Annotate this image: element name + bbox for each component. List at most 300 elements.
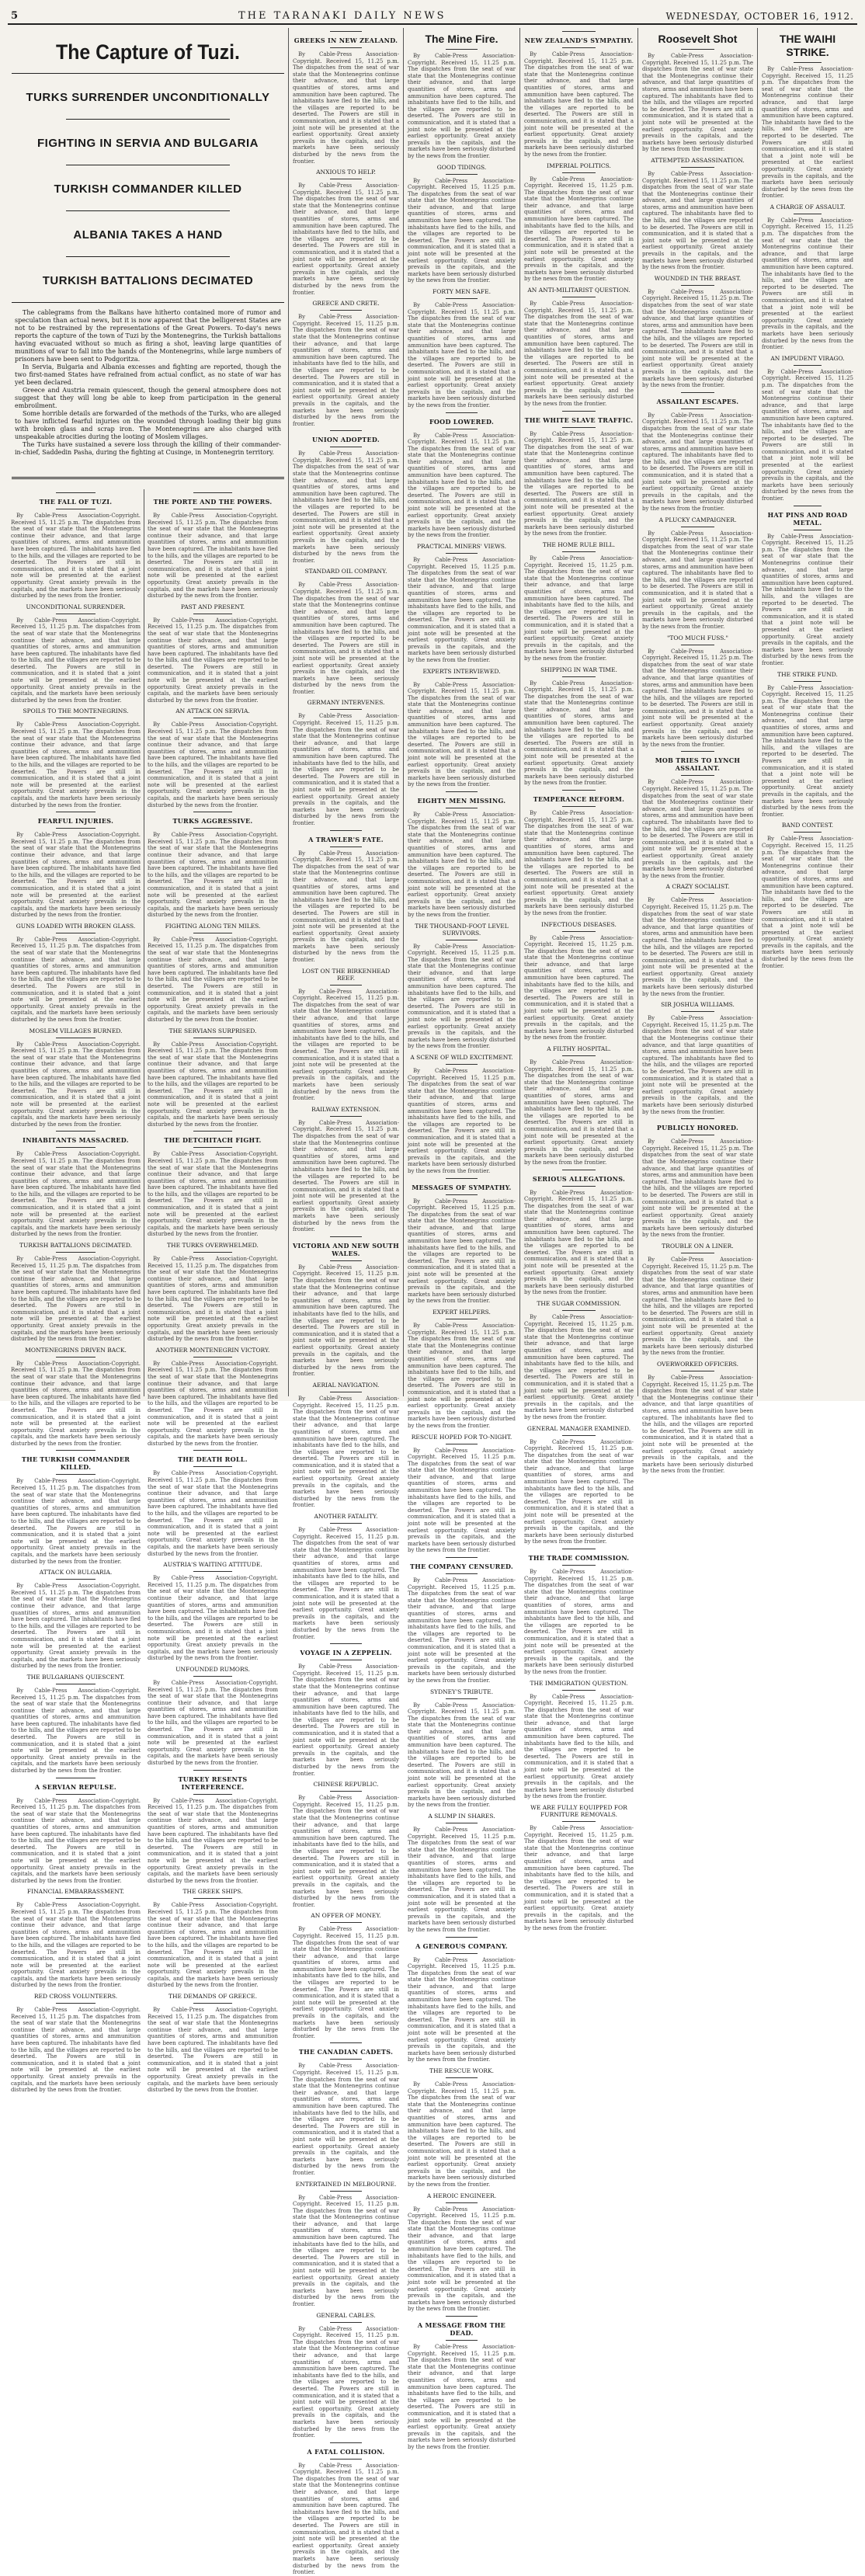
article-heading: SHIPPING IN WAR TIME. [540,666,617,673]
divider [330,310,362,311]
article-title: THE WAIHI STRIKE. [779,33,836,58]
divider [562,806,595,807]
article-body: By Cable-Press Association-Copyright. Received 15, 11.25 p.m. The dispatches from the seat of war state that the Montenegrins continue their advance, and that large quantities of stores, arms and ammunition have been captured. The inhabitants have fled to the hills, and the villages are reported to be deserted. The Powers are still in communication, and it is stated that a joint note will be presented at the earliest opportunity. Great anxiety prevails in the capitals, and the markets have been seriously disturbed by the news from the frontier. [524,1059,634,1166]
article-heading: MOSLEM VILLAGES BURNED. [29,1027,123,1034]
divider [446,298,478,299]
article-body: By Cable-Press Association-Copyright. Received 15, 11.25 p.m. The dispatches from the seat of war state that the Montenegrins continue their advance, and that large quantities of stores, arms and ammunition have been captured. The inhabitants have fled to the hills, and the villages are reported to be deserted. The Powers are still in communication, and it is stated that a joint note will be presented at the earliest opportunity. Great anxiety prevails in the capitals, and the markets have been seriously disturbed by the news from the frontier. [642,1257,753,1357]
article-body: By Cable-Press Association-Copyright. Received 15, 11.25 p.m. The dispatches from the seat of war state that the Montenegrins continue their advance, and that large quantities of stores, arms and ammunition have been captured. The inhabitants have fled to the hills, and the villages are reported to be deserted. The Powers are still in communication, and it is stated that a joint note will be presented at the earliest opportunity. Great anxiety prevails in the capitals, and the markets have been seriously disturbed by the news from the frontier. [762,66,853,200]
article-body: By Cable-Press Association-Copyright. Received 15, 11.25 p.m. The dispatches from the seat of war state that the Montenegrins continue their advance, and that large quantities of stores, arms and ammunition have been captured. The inhabitants have fled to the hills, and the villages are reported to be deserted. The Powers are still in communication, and it is stated that a joint note will be presented at the earliest opportunity. Great anxiety prevails in the capitals, and the markets have been seriously disturbed by the news from the frontier. [11,1041,141,1128]
column-3 [404,28,520,2450]
article-heading: THE SUGAR COMMISSION. [537,1300,621,1307]
divider [193,1898,232,1899]
article-body: By Cable-Press Association-Copyright. Received 15, 11.25 p.m. The dispatches from the seat of war state that the Montenegrins continue their advance, and that large quantities of stores, arms and ammunition have been captured. The inhabitants have fled to the hills, and the villages are reported to be deserted. The Powers are still in communication, and it is stated that a joint note will be presented at the earliest opportunity. Great anxiety prevails in the capitals, and the markets have been seriously disturbed by the news from the frontier. [408,1956,516,2063]
divider [562,47,595,48]
article-heading: TURKISH BATTALIONS DECIMATED. [19,1242,132,1250]
article-heading: ANOTHER MONTENEGRIN VICTORY. [155,1346,270,1354]
article-heading: AN OFFER OF MONEY. [311,1912,381,1920]
article-body: By Cable-Press Association-Copyright. Received 15, 11.25 p.m. The dispatches from the seat of war state that the Montenegrins continue their advance, and that large quantities of stores, arms and ammunition have been captured. The inhabitants have fled to the hills, and the villages are reported to be deserted. The Powers are still in communication, and it is stated that a joint note will be presented at the earliest opportunity. Great anxiety prevails in the capitals, and the markets have been seriously disturbed by the news from the frontier. [642,897,753,997]
article-heading: FORTY MEN SAFE. [432,288,491,295]
article-heading: GENERAL CABLES. [316,2311,376,2319]
article-body: By Cable-Press Association-Copyright. Received 15, 11.25 p.m. The dispatches from the seat of war state that the Montenegrins continue their advance, and that large quantities of stores, arms and ammunition have been captured. The inhabitants have fled to the hills, and the villages are reported to be deserted. The Powers are still in communication, and it is stated that a joint note will be presented at the earliest opportunity. Great anxiety prevails in the capitals, and the markets have been seriously disturbed by the news from the frontier. [293,1926,399,2039]
article-body: By Cable-Press Association-Copyright. Received 15, 11.25 p.m. The dispatches from the seat of war state that the Montenegrins continue their advance, and that large quantities of stores, arms and ammunition have been captured. The inhabitants have fled to the hills, and the villages are reported to be deserted. The Powers are still in communication, and it is stated that a joint note will be presented at the earliest opportunity. Great anxiety prevails in the capitals, and the markets have been seriously disturbed by the news from the frontier. [408,1577,516,1684]
article-body: By Cable-Press Association-Copyright. Received 15, 11.25 p.m. The dispatches from the seat of war state that the Montenegrins continue their advance, and that large quantities of stores, arms and ammunition have been captured. The inhabitants have fled to the hills, and the villages are reported to be deserted. The Powers are still in communication, and it is stated that a joint note will be presented at the earliest opportunity. Great anxiety prevails in the capitals, and the markets have been seriously disturbed by the news from the frontier. [293,183,399,296]
article-heading: A SLUMP IN SHARES. [428,1813,495,1820]
article-heading: SPOILS TO THE MONTENEGRINS. [23,707,129,715]
article-body: By Cable-Press Association-Copyright. Received 15, 11.25 p.m. The dispatches from the seat of war state that the Montenegrins continue their advance, and that large quantities of stores, arms and ammunition have been captured. The inhabitants have fled to the hills, and the villages are reported to be deserted. The Powers are still in communication, and it is stated that a joint note will be presented at the earliest opportunity. Great anxiety prevails in the capitals, and the markets have been seriously disturbed by the news from the frontier. [408,2206,516,2313]
divider [681,49,714,50]
article-body: By Cable-Press Association-Copyright. Received 15, 11.25 p.m. The dispatches from the seat of war state that the Montenegrins continue their advance, and that large quantities of stores, arms and ammunition have been captured. The inhabitants have fled to the hills, and the villages are reported to be deserted. The Powers are still in communication, and it is stated that a joint note will be presented at the earliest opportunity. Great anxiety prevails in the capitals, and the markets have been seriously disturbed by the news from the frontier. [11,513,141,600]
article-heading: IMPERIAL POLITICS. [547,162,611,169]
article-body: By Cable-Press Association-Copyright. Received 15, 11.25 p.m. The dispatches from the seat of war state that the Montenegrins continue their advance, and that large quantities of stores, arms and ammunition have been captured. The inhabitants have fled to the hills, and the villages are reported to be deserted. The Powers are still in communication, and it is stated that a joint note will be presented at the earliest opportunity. Great anxiety prevails in the capitals, and the markets have been seriously disturbed by the news from the frontier. [762,836,853,969]
article-body: By Cable-Press Association-Copyright. Received 15, 11.25 p.m. The dispatches from the seat of war state that the Montenegrins continue their advance, and that large quantities of stores, arms and ammunition have been captured. The inhabitants have fled to the hills, and the villages are reported to be deserted. The Powers are still in communication, and it is stated that a joint note will be presented at the earliest opportunity. Great anxiety prevails in the capitals, and the markets have been seriously disturbed by the news from the frontier. [408,177,516,284]
divider [562,1310,595,1311]
divider [56,828,95,829]
columns-area [8,28,857,2576]
article-body: By Cable-Press Association-Copyright. Received 15, 11.25 p.m. The dispatches from the seat of war state that the Montenegrins continue their advance, and that large quantities of stores, arms and ammunition have been captured. The inhabitants have fled to the hills, and the villages are reported to be deserted. The Powers are still in communication, and it is stated that a joint note will be presented at the earliest opportunity. Great anxiety prevails in the capitals, and the markets have been seriously disturbed by the news from the frontier. [762,368,853,502]
article-body: By Cable-Press Association-Copyright. Received 15, 11.25 p.m. The dispatches from the seat of war state that the Montenegrins continue their advance, and that large quantities of stores, arms and ammunition have been captured. The inhabitants have fled to the hills, and the villages are reported to be deserted. The Powers are still in communication, and it is stated that a joint note will be presented at the earliest opportunity. Great anxiety prevails in the capitals, and the markets have been seriously disturbed by the news from the frontier. [293,1663,399,1777]
divider [446,2202,478,2203]
article-body: By Cable-Press Association-Copyright. Received 15, 11.25 p.m. The dispatches from the seat of war state that the Montenegrins continue their advance, and that large quantities of stores, arms and ammunition have been captured. The inhabitants have fled to the hills, and the villages are reported to be deserted. The Powers are still in communication, and it is stated that a joint note will be presented at the earliest opportunity. Great anxiety prevails in the capitals, and the markets have been seriously disturbed by the news from the frontier. [762,217,853,351]
article-title: The Mine Fire. [425,33,499,45]
lead-paragraph: The Turks have sustained a severe loss through the killing of their commander-in-chief, Saddedin Pasha, during the fighting at Cusinge, in Montenegrin territory. [15,441,281,456]
lead-headline: FIGHTING IN SERVIA AND BULGARIA [37,137,259,150]
article-body: By Cable-Press Association-Copyright. Received 15, 11.25 p.m. The dispatches from the seat of war state that the Montenegrins continue their advance, and that large quantities of stores, arms and ammunition have been captured. The inhabitants have fled to the hills, and the villages are reported to be deserted. The Powers are still in communication, and it is stated that a joint note will be presented at the earliest opportunity. Great anxiety prevails in the capitals, and the markets have been seriously disturbed by the news from the frontier. [293,1395,399,1509]
article-heading: GENERAL MANAGER EXAMINED. [526,1424,631,1432]
article-heading: RESCUE HOPED FOR TO-NIGHT. [411,1433,512,1441]
article-body: By Cable-Press Association-Copyright. Received 15, 11.25 p.m. The dispatches from the seat of war state that the Montenegrins continue their advance, and that large quantities of stores, arms and ammunition have been captured. The inhabitants have fled to the hills, and the villages are reported to be deserted. The Powers are still in communication, and it is stated that a joint note will be presented at the earliest opportunity. Great anxiety prevails in the capitals, and the markets have been seriously disturbed by the news from the frontier. [148,1797,278,1884]
article-heading: WOUNDED IN THE BREAST. [654,274,742,282]
article-heading: HAT PINS AND ROAD METAL. [767,510,848,527]
article-heading: TROUBLE ON A LINER. [662,1243,734,1250]
article-heading: PUBLICLY HONORED. [656,1124,739,1132]
divider [193,1147,232,1148]
article-heading: ANXIOUS TO HELP. [316,169,376,176]
divider [446,1178,478,1179]
article-body: By Cable-Press Association-Copyright. Received 15, 11.25 p.m. The dispatches from the seat of war state that the Montenegrins continue their advance, and that large quantities of stores, arms and ammunition have been captured. The inhabitants have fled to the hills, and the villages are reported to be deserted. The Powers are still in communication, and it is stated that a joint note will be presented at the earliest opportunity. Great anxiety prevails in the capitals, and the markets have been seriously disturbed by the news from the frontier. [293,1119,399,1233]
divider [56,2003,95,2004]
article-heading: THE GREEK SHIPS. [182,1888,243,1896]
divider [681,1011,714,1012]
divider [193,1794,232,1795]
article-body: By Cable-Press Association-Copyright. Received 15, 11.25 p.m. The dispatches from the seat of war state that the Montenegrins continue their advance, and that large quantities of stores, arms and ammunition have been captured. The inhabitants have fled to the hills, and the villages are reported to be deserted. The Powers are still in communication, and it is stated that a joint note will be presented at the earliest opportunity. Great anxiety prevails in the capitals, and the markets have been seriously disturbed by the news from the frontier. [148,1575,278,1662]
article-heading: PAST AND PRESENT. [180,603,245,610]
article-heading: INHABITANTS MASSACRED. [23,1136,129,1145]
divider [330,830,362,831]
divider [562,551,595,552]
article-heading: A PLUCKY CAMPAIGNER. [658,516,737,523]
article-body: By Cable-Press Association-Copyright. Received 15, 11.25 p.m. The dispatches from the seat of war state that the Montenegrins continue their advance, and that large quantities of stores, arms and ammunition have been captured. The inhabitants have fled to the hills, and the villages are reported to be deserted. The Powers are still in communication, and it is stated that a joint note will be presented at the earliest opportunity. Great anxiety prevails in the capitals, and the markets have been seriously disturbed by the news from the frontier. [293,1527,399,1640]
article-heading: GREEKS IN NEW ZEALAND. [294,37,398,44]
article-body: By Cable-Press Association-Copyright. Received 15, 11.25 p.m. The dispatches from the seat of war state that the Montenegrins continue their advance, and that large quantities of stores, arms and ammunition have been captured. The inhabitants have fled to the hills, and the villages are reported to be deserted. The Powers are still in communication, and it is stated that a joint note will be presented at the earliest opportunity. Great anxiety prevails in the capitals, and the markets have been seriously disturbed by the news from the frontier. [408,1198,516,1305]
article-body: By Cable-Press Association-Copyright. Received 15, 11.25 p.m. The dispatches from the seat of war state that the Montenegrins continue their advance, and that large quantities of stores, arms and ammunition have been captured. The inhabitants have fled to the hills, and the villages are reported to be deserted. The Powers are still in communication, and it is stated that a joint note will be presented at the earliest opportunity. Great anxiety prevails in the capitals, and the markets have been seriously disturbed by the news from the frontier. [148,1679,278,1767]
lead-title: The Capture of Tuzi. [56,40,240,64]
divider [562,31,595,32]
article-body: By Cable-Press Association-Copyright. Received 15, 11.25 p.m. The dispatches from the seat of war state that the Montenegrins continue their advance, and that large quantities of stores, arms and ammunition have been captured. The inhabitants have fled to the hills, and the villages are reported to be deserted. The Powers are still in communication, and it is stated that a joint note will be presented at the earliest opportunity. Great anxiety prevails in the capitals, and the markets have been seriously disturbed by the news from the frontier. [293,2194,399,2307]
article-heading: GOOD TIDINGS. [436,163,487,171]
article-body: By Cable-Press Association-Copyright. Received 15, 11.25 p.m. The dispatches from the seat of war state that the Montenegrins continue their advance, and that large quantities of stores, arms and ammunition have been captured. The inhabitants have fled to the hills, and the villages are reported to be deserted. The Powers are still in communication, and it is stated that a joint note will be presented at the earliest opportunity. Great anxiety prevails in the capitals, and the markets have been seriously disturbed by the news from the frontier. [408,1068,516,1174]
article-heading: THE DETCHITACH FIGHT. [164,1136,262,1145]
divider [562,1055,595,1056]
article-body: By Cable-Press Association-Copyright. Received 15, 11.25 p.m. The dispatches from the seat of war state that the Montenegrins continue their advance, and that large quantities of stores, arms and ammunition have been captured. The inhabitants have fled to the hills, and the villages are reported to be deserted. The Powers are still in communication, and it is stated that a joint note will be presented at the earliest opportunity. Great anxiety prevails in the capitals, and the markets have been seriously disturbed by the news from the frontier. [148,1360,278,1447]
article-heading: THE THOUSAND-FOOT LEVEL SURVIVORS. [415,922,509,937]
divider [446,1573,478,1574]
article-body: By Cable-Press Association-Copyright. Received 15, 11.25 p.m. The dispatches from the seat of war state that the Montenegrins continue their advance, and that large quantities of stores, arms and ammunition have been captured. The inhabitants have fled to the hills, and the villages are reported to be deserted. The Powers are still in communication, and it is stated that a joint note will be presented at the earliest opportunity. Great anxiety prevails in the capitals, and the markets have been seriously disturbed by the news from the frontier. [148,1902,278,1989]
article-body: By Cable-Press Association-Copyright. Received 15, 11.25 p.m. The dispatches from the seat of war state that the Montenegrins continue their advance, and that large quantities of stores, arms and ammunition have been captured. The inhabitants have fled to the hills, and the villages are reported to be deserted. The Powers are still in communication, and it is stated that a joint note will be presented at the earliest opportunity. Great anxiety prevails in the capitals, and the markets have been seriously disturbed by the news from the frontier. [11,1797,141,1884]
divider [193,1252,232,1253]
article-heading: THE CANADIAN CADETS. [298,2048,394,2056]
article-heading: THE TRADE COMMISSION. [528,1554,630,1562]
article-body: By Cable-Press Association-Copyright. Received 15, 11.25 p.m. The dispatches from the seat of war state that the Montenegrins continue their advance, and that large quantities of stores, arms and ammunition have been captured. The inhabitants have fled to the hills, and the villages are reported to be deserted. The Powers are still in communication, and it is stated that a joint note will be presented at the earliest opportunity. Great anxiety prevails in the capitals, and the markets have been seriously disturbed by the news from the frontier. [524,1569,634,1675]
divider [330,31,362,32]
article-body: By Cable-Press Association-Copyright. Received 15, 11.25 p.m. The dispatches from the seat of war state that the Montenegrins continue their advance, and that large quantities of stores, arms and ammunition have been captured. The inhabitants have fled to the hills, and the villages are reported to be deserted. The Powers are still in communication, and it is stated that a joint note will be presented at the earliest opportunity. Great anxiety prevails in the capitals, and the markets have been seriously disturbed by the news from the frontier. [148,1151,278,1238]
article-heading: A GENEROUS COMPANY. [415,1942,508,1950]
divider [446,553,478,554]
divider [193,828,232,829]
divider [330,2042,362,2043]
article-heading: AN ANTI-MILITARIST QUESTION. [527,287,631,294]
article-body: By Cable-Press Association-Copyright. Received 15, 11.25 p.m. The dispatches from the seat of war state that the Montenegrins continue their advance, and that large quantities of stores, arms and ammunition have been captured. The inhabitants have fled to the hills, and the villages are reported to be deserted. The Powers are still in communication, and it is stated that a joint note will be presented at the earliest opportunity. Great anxiety prevails in the capitals, and the markets have been seriously disturbed by the news from the frontier. [11,1151,141,1238]
divider [794,365,821,366]
divider [330,578,362,579]
article-body: By Cable-Press Association-Copyright. Received 15, 11.25 p.m. The dispatches from the seat of war state that the Montenegrins continue their advance, and that large quantities of stores, arms and ammunition have been captured. The inhabitants have fled to the hills, and the villages are reported to be deserted. The Powers are still in communication, and it is stated that a joint note will be presented at the earliest opportunity. Great anxiety prevails in the capitals, and the markets have been seriously disturbed by the news from the frontier. [642,288,753,389]
article-body: By Cable-Press Association-Copyright. Received 15, 11.25 p.m. The dispatches from the seat of war state that the Montenegrins continue their advance, and that large quantities of stores, arms and ammunition have been captured. The inhabitants have fled to the hills, and the villages are reported to be deserted. The Powers are still in communication, and it is stated that a joint note will be presented at the earliest opportunity. Great anxiety prevails in the capitals, and the markets have been seriously disturbed by the news from the frontier. [148,617,278,704]
article-body: By Cable-Press Association-Copyright. Received 15, 11.25 p.m. The dispatches from the seat of war state that the Montenegrins continue their advance, and that large quantities of stores, arms and ammunition have been captured. The inhabitants have fled to the hills, and the villages are reported to be deserted. The Powers are still in communication, and it is stated that a joint note will be presented at the earliest opportunity. Great anxiety prevails in the capitals, and the markets have been seriously disturbed by the news from the frontier. [642,1139,753,1239]
article-body: By Cable-Press Association-Copyright. Received 15, 11.25 p.m. The dispatches from the seat of war state that the Montenegrins continue their advance, and that large quantities of stores, arms and ammunition have been captured. The inhabitants have fled to the hills, and the villages are reported to be deserted. The Powers are still in communication, and it is stated that a joint note will be presented at the earliest opportunity. Great anxiety prevails in the capitals, and the markets have been seriously disturbed by the news from the frontier. [11,1256,141,1343]
divider [446,412,478,413]
article-body: By Cable-Press Association-Copyright. Received 15, 11.25 p.m. The dispatches from the seat of war state that the Montenegrins continue their advance, and that large quantities of stores, arms and ammunition have been captured. The inhabitants have fled to the hills, and the villages are reported to be deserted. The Powers are still in communication, and it is stated that a joint note will be presented at the earliest opportunity. Great anxiety prevails in the capitals, and the markets have been seriously disturbed by the news from the frontier. [148,832,278,919]
article-heading: GREECE AND CRETE. [312,300,380,308]
article-body: By Cable-Press Association-Copyright. Received 15, 11.25 p.m. The dispatches from the seat of war state that the Montenegrins continue their advance, and that large quantities of stores, arms and ammunition have been captured. The inhabitants have fled to the hills, and the villages are reported to be deserted. The Powers are still in communication, and it is stated that a joint note will be presented at the earliest opportunity. Great anxiety prevails in the capitals, and the markets have been seriously disturbed by the news from the frontier. [524,1189,634,1296]
article-heading: TURKS AGGRESSIVE. [172,817,253,826]
divider [193,1131,232,1132]
article-heading: FOOD LOWERED. [429,417,495,426]
divider [330,1643,362,1644]
article-heading: A CHARGE OF ASSAULT. [769,203,846,210]
article-body: By Cable-Press Association-Copyright. Received 15, 11.25 p.m. The dispatches from the seat of war state that the Montenegrins continue their advance, and that large quantities of stores, arms and ammunition have been captured. The inhabitants have fled to the hills, and the villages are reported to be deserted. The Powers are still in communication, and it is stated that a joint note will be presented at the earliest opportunity. Great anxiety prevails in the capitals, and the markets have been seriously disturbed by the news from the frontier. [524,810,634,916]
lead-paragraph: Greece and Austria remain quiescent, though the general atmosphere does not suggest that they will long be able to keep from participation in the general embroilment. [15,387,281,409]
article-body: By Cable-Press Association-Copyright. Received 15, 11.25 p.m. The dispatches from the seat of war state that the Montenegrins continue their advance, and that large quantities of stores, arms and ammunition have been captured. The inhabitants have fled to the hills, and the villages are reported to be deserted. The Powers are still in communication, and it is stated that a joint note will be presented at the earliest opportunity. Great anxiety prevails in the capitals, and the markets have been seriously disturbed by the news from the frontier. [11,1687,141,1775]
divider [446,49,478,50]
article-body: By Cable-Press Association-Copyright. Received 15, 11.25 p.m. The dispatches from the seat of war state that the Montenegrins continue their advance, and that large quantities of stores, arms and ammunition have been captured. The inhabitants have fled to the hills, and the villages are reported to be deserted. The Powers are still in communication, and it is stated that a joint note will be presented at the earliest opportunity. Great anxiety prevails in the capitals, and the markets have been seriously disturbed by the news from the frontier. [11,2007,141,2094]
article-heading: UNFOUNDED RUMORS. [175,1665,250,1673]
article-heading: SIR JOSHUA WILLIAMS. [661,1001,735,1009]
article-heading: EIGHTY MEN MISSING. [417,797,506,805]
article-heading: SYDNEY'S TRIBUTE. [430,1688,493,1695]
lead-headline: TURKISH COMMANDER KILLED [54,183,242,196]
article-body: By Cable-Press Association-Copyright. Received 15, 11.25 p.m. The dispatches from the seat of war state that the Montenegrins continue their advance, and that large quantities of stores, arms and ammunition have been captured. The inhabitants have fled to the hills, and the villages are reported to be deserted. The Powers are still in communication, and it is stated that a joint note will be presented at the earliest opportunity. Great anxiety prevails in the capitals, and the markets have been seriously disturbed by the news from the frontier. [148,2007,278,2094]
divider [56,1794,95,1795]
divider [446,1953,478,1954]
article-title: Roosevelt Shot [658,33,738,45]
divider [562,427,595,428]
article-body: By Cable-Press Association-Copyright. Received 15, 11.25 p.m. The dispatches from the seat of war state that the Montenegrins continue their advance, and that large quantities of stores, arms and ammunition have been captured. The inhabitants have fled to the hills, and the villages are reported to be deserted. The Powers are still in communication, and it is stated that a joint note will be presented at the earliest opportunity. Great anxiety prevails in the capitals, and the markets have been seriously disturbed by the news from the frontier. [408,1447,516,1554]
paper-name: THE TARANAKI DAILY NEWS [238,10,446,22]
article-body: By Cable-Press Association-Copyright. Received 15, 11.25 p.m. The dispatches from the seat of war state that the Montenegrins continue their advance, and that large quantities of stores, arms and ammunition have been captured. The inhabitants have fled to the hills, and the villages are reported to be deserted. The Powers are still in communication, and it is stated that a joint note will be presented at the earliest opportunity. Great anxiety prevails in the capitals, and the markets have been seriously disturbed by the news from the frontier. [524,301,634,407]
article-body: By Cable-Press Association-Copyright. Received 15, 11.25 p.m. The dispatches from the seat of war state that the Montenegrins continue their advance, and that large quantities of stores, arms and ammunition have been captured. The inhabitants have fled to the hills, and the villages are reported to be deserted. The Powers are still in communication, and it is stated that a joint note will be presented at the earliest opportunity. Great anxiety prevails in the capitals, and the markets have been seriously disturbed by the news from the frontier. [408,557,516,663]
article-heading: THE FALL OF TUZI. [39,498,113,506]
article-body: By Cable-Press Association-Copyright. Received 15, 11.25 p.m. The dispatches from the seat of war state that the Montenegrins continue their advance, and that large quantities of stores, arms and ammunition have been captured. The inhabitants have fled to the hills, and the villages are reported to be deserted. The Powers are still in communication, and it is stated that a joint note will be presented at the earliest opportunity. Great anxiety prevails in the capitals, and the markets have been seriously disturbed by the news from the frontier. [408,812,516,918]
article-body: By Cable-Press Association-Copyright. Received 15, 11.25 p.m. The dispatches from the seat of war state that the Montenegrins continue their advance, and that large quantities of stores, arms and ammunition have been captured. The inhabitants have fled to the hills, and the villages are reported to be deserted. The Powers are still in communication, and it is stated that a joint note will be presented at the earliest opportunity. Great anxiety prevails in the capitals, and the markets have been seriously disturbed by the news from the frontier. [524,1825,634,1931]
column-5 [638,28,758,1475]
article-heading: RED CROSS VOLUNTEERS. [33,1993,118,2001]
article-heading: THE DEATH ROLL. [178,1455,248,1464]
divider [562,1821,595,1822]
page-number: 5 [11,10,19,22]
article-heading: ASSAILANT ESCAPES. [656,397,739,405]
article-heading: EXPERTS INTERVIEWED. [422,667,501,675]
divider [446,1194,478,1195]
article-heading: THE PORTE AND THE POWERS. [153,498,273,506]
article-body: By Cable-Press Association-Copyright. Received 15, 11.25 p.m. The dispatches from the seat of war state that the Montenegrins continue their advance, and that large quantities of stores, arms and ammunition have been captured. The inhabitants have fled to the hills, and the villages are reported to be deserted. The Powers are still in communication, and it is stated that a joint note will be presented at the earliest opportunity. Great anxiety prevails in the capitals, and the markets have been seriously disturbed by the news from the frontier. [11,832,141,919]
lead-paragraphs [12,302,284,457]
sub-column-right [144,489,281,2094]
column-2 [289,28,404,2576]
article-heading: VICTORIA AND NEW SOUTH WALES. [293,1241,399,1257]
article-body: By Cable-Press Association-Copyright. Received 15, 11.25 p.m. The dispatches from the seat of war state that the Montenegrins continue their advance, and that large quantities of stores, arms and ammunition have been captured. The inhabitants have fled to the hills, and the villages are reported to be deserted. The Powers are still in communication, and it is stated that a joint note will be presented at the earliest opportunity. Great anxiety prevails in the capitals, and the markets have been seriously disturbed by the news from the frontier. [11,1902,141,1989]
article-heading: MONTENEGRINS DRIVEN BACK. [25,1346,127,1354]
lead-paragraph: The cablegrams from the Balkans have hitherto contained more of rumor and speculation than actual news, but it is now apparent that the belligerent States are not to be restrained by the representations of the Great Powers. To-day's news reports the capture of the town of Tuzi by the Montenegrins, the Turkish battalions having evacuated without so much as firing a shot, leaving large quantities of munitions of war to fall into the hands of the Montenegrins, while large numbers of prisoners have been sent to Podgoritza. [15,309,281,363]
divider [562,790,595,791]
article-heading: THE WHITE SLAVE TRAFFIC. [524,415,634,424]
article-heading: A TRAWLER'S FATE. [308,835,384,843]
divider [193,2003,232,2004]
article-heading: THE COMPANY CENSURED. [409,1563,514,1570]
article-body: By Cable-Press Association-Copyright. Received 15, 11.25 p.m. The dispatches from the seat of war state that the Montenegrins continue their advance, and that large quantities of stores, arms and ammunition have been captured. The inhabitants have fled to the hills, and the villages are reported to be deserted. The Powers are still in communication, and it is stated that a joint note will be presented at the earliest opportunity. Great anxiety prevails in the capitals, and the markets have been seriously disturbed by the news from the frontier. [524,680,634,787]
article-heading: ANOTHER FATALITY. [314,1513,378,1521]
divider [681,167,714,168]
divider [562,1186,595,1187]
article-heading: THE DEMANDS OF GREECE. [168,1993,257,2001]
article-heading: A MESSAGE FROM THE DEAD. [417,2321,506,2337]
divider [12,477,284,479]
article-body: By Cable-Press Association-Copyright. Received 15, 11.25 p.m. The dispatches from the seat of war state that the Montenegrins continue their advance, and that large quantities of stores, arms and ammunition have been captured. The inhabitants have fled to the hills, and the villages are reported to be deserted. The Powers are still in communication, and it is stated that a joint note will be presented at the earliest opportunity. Great anxiety prevails in the capitals, and the markets have been seriously disturbed by the news from the frontier. [148,936,278,1023]
article-body: By Cable-Press Association-Copyright. Received 15, 11.25 p.m. The dispatches from the seat of war state that the Montenegrins continue their advance, and that large quantities of stores, arms and ammunition have been captured. The inhabitants have fled to the hills, and the villages are reported to be deserted. The Powers are still in communication, and it is stated that a joint note will be presented at the earliest opportunity. Great anxiety prevails in the capitals, and the markets have been seriously disturbed by the news from the frontier. [408,2081,516,2188]
lead-sub-columns [8,489,288,2094]
divider [66,119,230,120]
divider [330,1791,362,1792]
article-body: By Cable-Press Association-Copyright. Received 15, 11.25 p.m. The dispatches from the seat of war state that the Montenegrins continue their advance, and that large quantities of stores, arms and ammunition have been captured. The inhabitants have fled to the hills, and the villages are reported to be deserted. The Powers are still in communication, and it is stated that a joint note will be presented at the earliest opportunity. Great anxiety prevails in the capitals, and the markets have been seriously disturbed by the news from the frontier. [293,51,399,165]
article-body: By Cable-Press Association-Copyright. Received 15, 11.25 p.m. The dispatches from the seat of war state that the Montenegrins continue their advance, and that large quantities of stores, arms and ammunition have been captured. The inhabitants have fled to the hills, and the villages are reported to be deserted. The Powers are still in communication, and it is stated that a joint note will be presented at the earliest opportunity. Great anxiety prevails in the capitals, and the markets have been seriously disturbed by the news from the frontier. [408,1323,516,1429]
lead-headline: TURKS SURRENDER UNCONDITIONALLY [26,91,270,104]
divider [446,2340,478,2341]
article-heading: TURKEY RESENTS INTERFERENCE. [178,1775,248,1791]
article-heading: GERMANY INTERVENES. [307,699,385,707]
article-body: By Cable-Press Association-Copyright. Received 15, 11.25 p.m. The dispatches from the seat of war state that the Montenegrins continue their advance, and that large quantities of stores, arms and ammunition have been captured. The inhabitants have fled to the hills, and the villages are reported to be deserted. The Powers are still in communication, and it is stated that a joint note will be presented at the earliest opportunity. Great anxiety prevails in the capitals, and the markets have been seriously disturbed by the news from the frontier. [642,53,753,153]
article-body: By Cable-Press Association-Copyright. Received 15, 11.25 p.m. The dispatches from the seat of war state that the Montenegrins continue their advance, and that large quantities of stores, arms and ammunition have been captured. The inhabitants have fled to the hills, and the villages are reported to be deserted. The Powers are still in communication, and it is stated that a joint note will be presented at the earliest opportunity. Great anxiety prevails in the capitals, and the markets have been seriously disturbed by the news from the frontier. [293,850,399,964]
divider [330,2459,362,2460]
divider [446,1937,478,1938]
article-heading: A SERVIAN REPULSE. [35,1782,116,1791]
article-heading: A FILTHY HOSPITAL. [547,1045,611,1052]
article-body: By Cable-Press Association-Copyright. Received 15, 11.25 p.m. The dispatches from the seat of war state that the Montenegrins continue their advance, and that large quantities of stores, arms and ammunition have been captured. The inhabitants have fled to the hills, and the villages are reported to be deserted. The Powers are still in communication, and it is stated that a joint note will be presented at the earliest opportunity. Great anxiety prevails in the capitals, and the markets have been seriously disturbed by the news from the frontier. [524,176,634,283]
article-heading: FIGHTING ALONG TEN MILES. [165,922,261,930]
article-body: By Cable-Press Association-Copyright. Received 15, 11.25 p.m. The dispatches from the seat of war state that the Montenegrins continue their advance, and that large quantities of stores, arms and ammunition have been captured. The inhabitants have fled to the hills, and the villages are reported to be deserted. The Powers are still in communication, and it is stated that a joint note will be presented at the earliest opportunity. Great anxiety prevails in the capitals, and the markets have been seriously disturbed by the news from the frontier. [642,648,753,748]
article-body: By Cable-Press Association-Copyright. Received 15, 11.25 p.m. The dispatches from the seat of war state that the Montenegrins continue their advance, and that large quantities of stores, arms and ammunition have been captured. The inhabitants have fled to the hills, and the villages are reported to be deserted. The Powers are still in communication, and it is stated that a joint note will be presented at the earliest opportunity. Great anxiety prevails in the capitals, and the markets have been seriously disturbed by the news from the frontier. [148,513,278,600]
column-4 [520,28,638,1931]
divider [681,392,714,393]
divider [681,775,714,776]
divider [794,832,821,833]
article-body: By Cable-Press Association-Copyright. Received 15, 11.25 p.m. The dispatches from the seat of war state that the Montenegrins continue their advance, and that large quantities of stores, arms and ammunition have been captured. The inhabitants have fled to the hills, and the villages are reported to be deserted. The Powers are still in communication, and it is stated that a joint note will be presented at the earliest opportunity. Great anxiety prevails in the capitals, and the markets have been seriously disturbed by the news from the frontier. [293,450,399,564]
divider [681,408,714,409]
article-body: By Cable-Press Association-Copyright. Received 15, 11.25 p.m. The dispatches from the seat of war state that the Montenegrins continue their advance, and that large quantities of stores, arms and ammunition have been captured. The inhabitants have fled to the hills, and the villages are reported to be deserted. The Powers are still in communication, and it is stated that a joint note will be presented at the earliest opportunity. Great anxiety prevails in the capitals, and the markets have been seriously disturbed by the news from the frontier. [524,1693,634,1800]
article-body: By Cable-Press Association-Copyright. Received 15, 11.25 p.m. The dispatches from the seat of war state that the Montenegrins continue their advance, and that large quantities of stores, arms and ammunition have been captured. The inhabitants have fled to the hills, and the villages are reported to be deserted. The Powers are still in communication, and it is stated that a joint note will be presented at the earliest opportunity. Great anxiety prevails in the capitals, and the markets have been seriously disturbed by the news from the frontier. [524,1314,634,1420]
divider [193,1466,232,1467]
divider [446,791,478,792]
divider [562,1565,595,1566]
article-heading: THE RESCUE WORK. [429,2067,495,2074]
article-heading: A FATAL COLLISION. [307,2447,385,2456]
divider [794,681,821,682]
divider [330,709,362,710]
article-body: By Cable-Press Association-Copyright. Received 15, 11.25 p.m. The dispatches from the seat of war state that the Montenegrins continue their advance, and that large quantities of stores, arms and ammunition have been captured. The inhabitants have fled to the hills, and the villages are reported to be deserted. The Powers are still in communication, and it is stated that a joint note will be presented at the earliest opportunity. Great anxiety prevails in the capitals, and the markets have been seriously disturbed by the news from the frontier. [408,1827,516,1933]
article-body: By Cable-Press Association-Copyright. Received 15, 11.25 p.m. The dispatches from the seat of war state that the Montenegrins continue their advance, and that large quantities of stores, arms and ammunition have been captured. The inhabitants have fled to the hills, and the villages are reported to be deserted. The Powers are still in communication, and it is stated that a joint note will be presented at the earliest opportunity. Great anxiety prevails in the capitals, and the markets have been seriously disturbed by the news from the frontier. [293,713,399,826]
article-heading: MESSAGES OF SYMPATHY. [412,1183,512,1191]
divider [330,2442,362,2443]
article-heading: PRACTICAL MINERS' VIEWS. [416,543,507,550]
article-heading: THE STRIKE FUND. [777,670,838,678]
article-heading: BAND CONTEST. [781,822,834,829]
divider [56,1357,95,1358]
article-heading: AN IMPUDENT VIRAGO. [770,354,845,362]
divider [446,2316,478,2317]
divider [562,411,595,412]
article-heading: STANDARD OIL COMPANY. [304,568,387,575]
divider [330,1523,362,1524]
lead-article-column [8,28,289,2094]
article-body: By Cable-Press Association-Copyright. Received 15, 11.25 p.m. The dispatches from the seat of war state that the Montenegrins continue their advance, and that large quantities of stores, arms and ammunition have been captured. The inhabitants have fled to the hills, and the villages are reported to be deserted. The Powers are still in communication, and it is stated that a joint note will be presented at the earliest opportunity. Great anxiety prevails in the capitals, and the markets have been seriously disturbed by the news from the frontier. [642,530,753,630]
divider [56,1147,95,1148]
article-heading: ATTEMPTED ASSASSINATION. [651,156,745,164]
article-body: By Cable-Press Association-Copyright. Received 15, 11.25 p.m. The dispatches from the seat of war state that the Montenegrins continue their advance, and that large quantities of stores, arms and ammunition have been captured. The inhabitants have fled to the hills, and the villages are reported to be deserted. The Powers are still in communication, and it is stated that a joint note will be presented at the earliest opportunity. Great anxiety prevails in the capitals, and the markets have been seriously disturbed by the news from the frontier. [524,1438,634,1545]
article-body: By Cable-Press Association-Copyright. Received 15, 11.25 p.m. The dispatches from the seat of war state that the Montenegrins continue their advance, and that large quantities of stores, arms and ammunition have been captured. The inhabitants have fled to the hills, and the villages are reported to be deserted. The Powers are still in communication, and it is stated that a joint note will be presented at the earliest opportunity. Great anxiety prevails in the capitals, and the markets have been seriously disturbed by the news from the frontier. [11,936,141,1023]
article-body: By Cable-Press Association-Copyright. Received 15, 11.25 p.m. The dispatches from the seat of war state that the Montenegrins continue their advance, and that large quantities of stores, arms and ammunition have been captured. The inhabitants have fled to the hills, and the villages are reported to be deserted. The Powers are still in communication, and it is stated that a joint note will be presented at the earliest opportunity. Great anxiety prevails in the capitals, and the markets have been seriously disturbed by the news from the frontier. [524,934,634,1041]
article-body: By Cable-Press Association-Copyright. Received 15, 11.25 p.m. The dispatches from the seat of war state that the Montenegrins continue their advance, and that large quantities of stores, arms and ammunition have been captured. The inhabitants have fled to the hills, and the villages are reported to be deserted. The Powers are still in communication, and it is stated that a joint note will be presented at the earliest opportunity. Great anxiety prevails in the capitals, and the markets have been seriously disturbed by the news from the frontier. [408,302,516,408]
article-body: By Cable-Press Association-Copyright. Received 15, 11.25 p.m. The dispatches from the seat of war state that the Montenegrins continue their advance, and that large quantities of stores, arms and ammunition have been captured. The inhabitants have fled to the hills, and the villages are reported to be deserted. The Powers are still in communication, and it is stated that a joint note will be presented at the earliest opportunity. Great anxiety prevails in the capitals, and the markets have been seriously disturbed by the news from the frontier. [642,1015,753,1115]
article-heading: A SCENE OF WILD EXCITEMENT. [410,1054,513,1061]
divider [56,1450,95,1451]
divider [446,2077,478,2078]
lead-headline: TURKISH BATTALIONS DECIMATED [42,274,254,287]
divider [330,2322,362,2323]
article-body: By Cable-Press Association-Copyright. Received 15, 11.25 p.m. The dispatches from the seat of war state that the Montenegrins continue their advance, and that large quantities of stores, arms and ammunition have been captured. The inhabitants have fled to the hills, and the villages are reported to be deserted. The Powers are still in communication, and it is stated that a joint note will be presented at the earliest opportunity. Great anxiety prevails in the capitals, and the markets have been seriously disturbed by the news from the frontier. [293,582,399,695]
divider [66,210,230,211]
article-body: By Cable-Press Association-Copyright. Received 15, 11.25 p.m. The dispatches from the seat of war state that the Montenegrins continue their advance, and that large quantities of stores, arms and ammunition have been captured. The inhabitants have fled to the hills, and the villages are reported to be deserted. The Powers are still in communication, and it is stated that a joint note will be presented at the earliest opportunity. Great anxiety prevails in the capitals, and the markets have been seriously disturbed by the news from the frontier. [148,1041,278,1128]
divider [56,492,95,493]
divider [681,893,714,894]
divider [330,1116,362,1117]
article-heading: THE SERVIANS SURPRISED. [168,1027,257,1034]
article-heading: RAILWAY EXTENSION. [311,1105,380,1113]
masthead [8,5,857,25]
article-body: By Cable-Press Association-Copyright. Received 15, 11.25 p.m. The dispatches from the seat of war state that the Montenegrins continue their advance, and that large quantities of stores, arms and ammunition have been captured. The inhabitants have fled to the hills, and the villages are reported to be deserted. The Powers are still in communication, and it is stated that a joint note will be presented at the earliest opportunity. Great anxiety prevails in the capitals, and the markets have been seriously disturbed by the news from the frontier. [524,555,634,662]
divider [56,1131,95,1132]
divider [681,285,714,286]
sub-column-left [8,489,144,2094]
article-body: By Cable-Press Association-Copyright. Received 15, 11.25 p.m. The dispatches from the seat of war state that the Montenegrins continue their advance, and that large quantities of stores, arms and ammunition have been captured. The inhabitants have fled to the hills, and the villages are reported to be deserted. The Powers are still in communication, and it is stated that a joint note will be presented at the earliest opportunity. Great anxiety prevails in the capitals, and the markets have been seriously disturbed by the news from the frontier. [148,721,278,808]
article-heading: AUSTRIA'S WAITING ATTITUDE. [163,1561,262,1569]
divider [330,985,362,986]
article-body: By Cable-Press Association-Copyright. Received 15, 11.25 p.m. The dispatches from the seat of war state that the Montenegrins continue their advance, and that large quantities of stores, arms and ammunition have been captured. The inhabitants have fled to the hills, and the villages are reported to be deserted. The Powers are still in communication, and it is stated that a joint note will be presented at the earliest opportunity. Great anxiety prevails in the capitals, and the markets have been seriously disturbed by the news from the frontier. [148,1470,278,1557]
divider [56,1579,95,1580]
divider [56,1252,95,1253]
article-heading: UNCONDITIONAL SURRENDER. [26,603,126,610]
divider [330,1236,362,1237]
divider [562,172,595,173]
article-heading: "TOO MUCH FUSS." [666,634,729,641]
divider [681,751,714,752]
article-heading: THE BULGARIANS QUIESCENT. [26,1673,125,1681]
article-body: By Cable-Press Association-Copyright. Received 15, 11.25 p.m. The dispatches from the seat of war state that the Montenegrins continue their advance, and that large quantities of stores, arms and ammunition have been captured. The inhabitants have fled to the hills, and the villages are reported to be deserted. The Powers are still in communication, and it is stated that a joint note will be presented at the earliest opportunity. Great anxiety prevails in the capitals, and the markets have been seriously disturbed by the news from the frontier. [524,430,634,537]
divider [193,1770,232,1771]
divider [330,2191,362,2192]
article-body: By Cable-Press Association-Copyright. Received 15, 11.25 p.m. The dispatches from the seat of war state that the Montenegrins continue their advance, and that large quantities of stores, arms and ammunition have been captured. The inhabitants have fled to the hills, and the villages are reported to be deserted. The Powers are still in communication, and it is stated that a joint note will be presented at the earliest opportunity. Great anxiety prevails in the capitals, and the markets have been seriously disturbed by the news from the frontier. [293,2325,399,2439]
article-heading: SERIOUS ALLEGATIONS. [532,1174,626,1183]
article-body: By Cable-Press Association-Copyright. Received 15, 11.25 p.m. The dispatches from the seat of war state that the Montenegrins continue their advance, and that large quantities of stores, arms and ammunition have been captured. The inhabitants have fled to the hills, and the villages are reported to be deserted. The Powers are still in communication, and it is stated that a joint note will be presented at the earliest opportunity. Great anxiety prevails in the capitals, and the markets have been seriously disturbed by the news from the frontier. [408,943,516,1050]
article-heading: ATTACK ON BULGARIA. [39,1569,113,1577]
divider [12,302,284,303]
article-heading: INFECTIOUS DISEASES. [541,920,617,928]
article-body: By Cable-Press Association-Copyright. Received 15, 11.25 p.m. The dispatches from the seat of war state that the Montenegrins continue their advance, and that large quantities of stores, arms and ammunition have been captured. The inhabitants have fled to the hills, and the villages are reported to be deserted. The Powers are still in communication, and it is stated that a joint note will be presented at the earliest opportunity. Great anxiety prevails in the capitals, and the markets have been seriously disturbed by the news from the frontier. [293,2063,399,2176]
article-body: By Cable-Press Association-Copyright. Received 15, 11.25 p.m. The dispatches from the seat of war state that the Montenegrins continue their advance, and that large quantities of stores, arms and ammunition have been captured. The inhabitants have fled to the hills, and the villages are reported to be deserted. The Powers are still in communication, and it is stated that a joint note will be presented at the earliest opportunity. Great anxiety prevails in the capitals, and the markets have been seriously disturbed by the news from the frontier. [642,779,753,879]
article-heading: FEARFUL INJURIES. [37,817,114,826]
column-6 [758,28,857,1396]
article-heading: AERIAL NAVIGATION. [312,1381,380,1389]
article-heading: CHINESE REPUBLIC. [313,1781,379,1789]
divider [562,931,595,932]
article-heading: A CRAZY SOCIALIST. [665,883,730,891]
article-heading: WE ARE FULLY EQUIPPED FOR FURNITURE REMOVALS. [530,1804,627,1818]
article-body: By Cable-Press Association-Copyright. Received 15, 11.25 p.m. The dispatches from the seat of war state that the Montenegrins continue their advance, and that large quantities of stores, arms and ammunition have been captured. The inhabitants have fled to the hills, and the villages are reported to be deserted. The Powers are still in communication, and it is stated that a joint note will be presented at the earliest opportunity. Great anxiety prevails in the capitals, and the markets have been seriously disturbed by the news from the frontier. [11,1360,141,1447]
article-body: By Cable-Press Association-Copyright. Received 15, 11.25 p.m. The dispatches from the seat of war state that the Montenegrins continue their advance, and that large quantities of stores, arms and ammunition have been captured. The inhabitants have fled to the hills, and the villages are reported to be deserted. The Powers are still in communication, and it is stated that a joint note will be presented at the earliest opportunity. Great anxiety prevails in the capitals, and the markets have been seriously disturbed by the news from the frontier. [293,2462,399,2576]
article-body: By Cable-Press Association-Copyright. Received 15, 11.25 p.m. The dispatches from the seat of war state that the Montenegrins continue their advance, and that large quantities of stores, arms and ammunition have been captured. The inhabitants have fled to the hills, and the villages are reported to be deserted. The Powers are still in communication, and it is stated that a joint note will be presented at the earliest opportunity. Great anxiety prevails in the capitals, and the markets have been seriously disturbed by the news from the frontier. [642,412,753,513]
divider [681,1118,714,1119]
article-heading: UNION ADOPTED. [312,436,380,444]
divider [794,62,821,63]
article-heading: THE TURKS OVERWHELMED. [167,1242,259,1250]
article-body: By Cable-Press Association-Copyright. Received 15, 11.25 p.m. The dispatches from the seat of war state that the Montenegrins continue their advance, and that large quantities of stores, arms and ammunition have been captured. The inhabitants have fled to the hills, and the villages are reported to be deserted. The Powers are still in communication, and it is stated that a joint note will be presented at the earliest opportunity. Great anxiety prevails in the capitals, and the markets have been seriously disturbed by the news from the frontier. [408,2344,516,2450]
article-body: By Cable-Press Association-Copyright. Received 15, 11.25 p.m. The dispatches from the seat of war state that the Montenegrins continue their advance, and that large quantities of stores, arms and ammunition have been captured. The inhabitants have fled to the hills, and the villages are reported to be deserted. The Powers are still in communication, and it is stated that a joint note will be presented at the earliest opportunity. Great anxiety prevails in the capitals, and the markets have been seriously disturbed by the news from the frontier. [11,721,141,808]
article-body: By Cable-Press Association-Copyright. Received 15, 11.25 p.m. The dispatches from the seat of war state that the Montenegrins continue their advance, and that large quantities of stores, arms and ammunition have been captured. The inhabitants have fled to the hills, and the villages are reported to be deserted. The Powers are still in communication, and it is stated that a joint note will be presented at the earliest opportunity. Great anxiety prevails in the capitals, and the markets have been seriously disturbed by the news from the frontier. [293,988,399,1102]
article-heading: GUNS LOADED WITH BROKEN GLASS. [16,922,136,930]
article-body: By Cable-Press Association-Copyright. Received 15, 11.25 p.m. The dispatches from the seat of war state that the Montenegrins continue their advance, and that large quantities of stores, arms and ammunition have been captured. The inhabitants have fled to the hills, and the villages are reported to be deserted. The Powers are still in communication, and it is stated that a joint note will be presented at the earliest opportunity. Great anxiety prevails in the capitals, and the markets have been seriously disturbed by the news from the frontier. [293,1795,399,1908]
article-body: By Cable-Press Association-Copyright. Received 15, 11.25 p.m. The dispatches from the seat of war state that the Montenegrins continue their advance, and that large quantities of stores, arms and ammunition have been captured. The inhabitants have fled to the hills, and the villages are reported to be deserted. The Powers are still in communication, and it is stated that a joint note will be presented at the earliest opportunity. Great anxiety prevails in the capitals, and the markets have been seriously disturbed by the news from the frontier. [11,1478,141,1565]
article-heading: TEMPERANCE REFORM. [533,795,625,803]
divider [446,1698,478,1699]
divider [330,846,362,847]
article-body: By Cable-Press Association-Copyright. Received 15, 11.25 p.m. The dispatches from the seat of war state that the Montenegrins continue their advance, and that large quantities of stores, arms and ammunition have been captured. The inhabitants have fled to the hills, and the villages are reported to be deserted. The Powers are still in communication, and it is stated that a joint note will be presented at the earliest opportunity. Great anxiety prevails in the capitals, and the markets have been seriously disturbed by the news from the frontier. [11,617,141,704]
divider [12,73,284,74]
divider [446,1557,478,1558]
article-heading: LOST ON THE BIRKENHEAD REEF. [301,967,391,982]
divider [193,1676,232,1677]
lead-paragraph: Some horrible details are forwarded of the methods of the Turks, who are alleged to have inflicted fearful injuries on the wounded through loading their big guns with broken glass and scrap iron. The Montenegrins are also charged with unspeakable atrocities during the looting of Moslem villages. [15,410,281,440]
article-body: By Cable-Press Association-Copyright. Received 15, 11.25 p.m. The dispatches from the seat of war state that the Montenegrins continue their advance, and that large quantities of stores, arms and ammunition have been captured. The inhabitants have fled to the hills, and the villages are reported to be deserted. The Powers are still in communication, and it is stated that a joint note will be presented at the earliest opportunity. Great anxiety prevails in the capitals, and the markets have been seriously disturbed by the news from the frontier. [148,1256,278,1343]
article-heading: EXPERT HELPERS. [432,1309,491,1316]
article-heading: THE HOME RULE BILL. [542,541,616,548]
article-body: By Cable-Press Association-Copyright. Received 15, 11.25 p.m. The dispatches from the seat of war state that the Montenegrins continue their advance, and that large quantities of stores, arms and ammunition have been captured. The inhabitants have fled to the hills, and the villages are reported to be deserted. The Powers are still in communication, and it is stated that a joint note will be presented at the earliest opportunity. Great anxiety prevails in the capitals, and the markets have been seriously disturbed by the news from the frontier. [642,170,753,271]
article-body: By Cable-Press Association-Copyright. Received 15, 11.25 p.m. The dispatches from the seat of war state that the Montenegrins continue their advance, and that large quantities of stores, arms and ammunition have been captured. The inhabitants have fled to the hills, and the villages are reported to be deserted. The Powers are still in communication, and it is stated that a joint note will be presented at the earliest opportunity. Great anxiety prevails in the capitals, and the markets have been seriously disturbed by the news from the frontier. [408,432,516,539]
divider [562,1690,595,1691]
article-heading: AN ATTACK ON SERVIA. [175,707,250,715]
divider [330,2059,362,2060]
article-body: By Cable-Press Association-Copyright. Received 15, 11.25 p.m. The dispatches from the seat of war state that the Montenegrins continue their advance, and that large quantities of stores, arms and ammunition have been captured. The inhabitants have fled to the hills, and the villages are reported to be deserted. The Powers are still in communication, and it is stated that a joint note will be presented at the earliest opportunity. Great anxiety prevails in the capitals, and the markets have been seriously disturbed by the news from the frontier. [524,51,634,158]
article-heading: THE IMMIGRATION QUESTION. [530,1679,628,1687]
article-heading: MOB TRIES TO LYNCH ASSAILANT. [655,756,741,773]
issue-date: WEDNESDAY, OCTOBER 16, 1912. [665,11,854,22]
article-body: By Cable-Press Association-Copyright. Received 15, 11.25 p.m. The dispatches from the seat of war state that the Montenegrins continue their advance, and that large quantities of stores, arms and ammunition have been captured. The inhabitants have fled to the hills, and the villages are reported to be deserted. The Powers are still in communication, and it is stated that a joint note will be presented at the earliest opportunity. Great anxiety prevails in the capitals, and the markets have been seriously disturbed by the news from the frontier. [293,314,399,427]
divider [193,1571,232,1572]
